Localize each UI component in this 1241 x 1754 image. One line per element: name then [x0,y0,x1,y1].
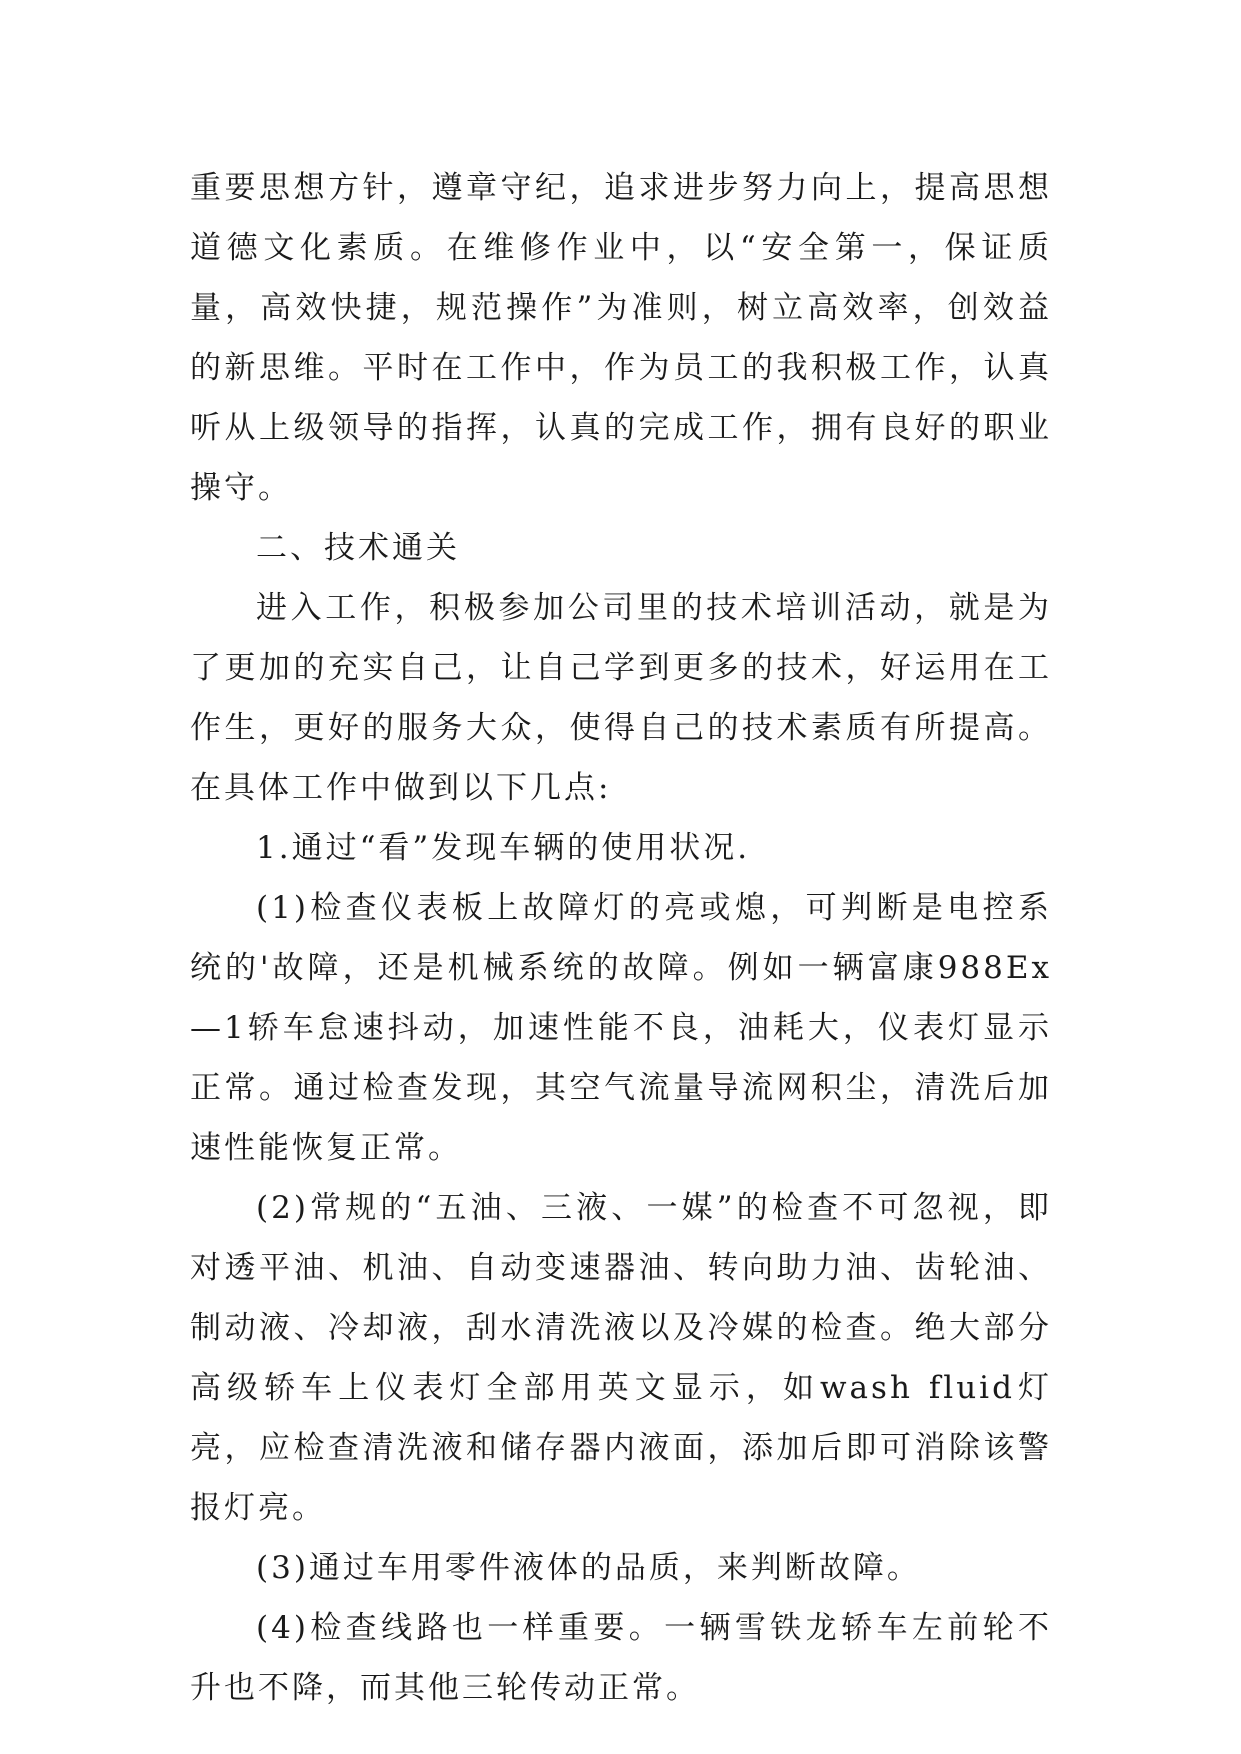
paragraph-thought-principles: 重要思想方针，遵章守纪，追求进步努力向上，提高思想道德文化素质。在维修作业中，以“安全第一，保证质量，高效快捷，规范操作”为准则，树立高效率，创效益的新思维。平时在工作中，作为员工的我积极工作，认真听从上级领导的指挥，认真的完成工作，拥有良好的职业操守。 [190,170,1052,506]
section-heading-technical: 二、技术通关 [256,530,460,566]
document-body [190,158,1052,1718]
list-item-fault-lamp: (1)检查仪表板上故障灯的亮或熄，可判断是电控系统的'故障，还是机械系统的故障。例如一辆富康988Ex—1轿车怠速抖动，加速性能不良，油耗大，仪表灯显示正常。通过检查发现，其空气流量导流网积尘，清洗后加速性能恢复正常。 [190,890,1052,1166]
list-item-fluids-check: (2)常规的“五油、三液、一媒”的检查不可忽视，即对透平油、机油、自动变速器油、转向助力油、齿轮油、制动液、冷却液，刮水清洗液以及冷媒的检查。绝大部分高级轿车上仪表灯全部用英文显示，如wash fluid灯亮，应检查清洗液和储存器内液面，添加后即可消除该警报灯亮。 [190,1190,1052,1526]
list-item-wiring-check: (4)检查线路也一样重要。一辆雪铁龙轿车左前轮不升也不降，而其他三轮传动正常。 [190,1610,1052,1706]
list-item-look: 1.通过“看”发现车辆的使用状况. [256,830,751,866]
list-item-fluid-quality: (3)通过车用零件液体的品质，来判断故障。 [256,1550,921,1586]
paragraph-training: 进入工作，积极参加公司里的技术培训活动，就是为了更加的充实自己，让自己学到更多的技术，好运用在工作生，更好的服务大众，使得自己的技术素质有所提高。在具体工作中做到以下几点: [190,590,1052,806]
